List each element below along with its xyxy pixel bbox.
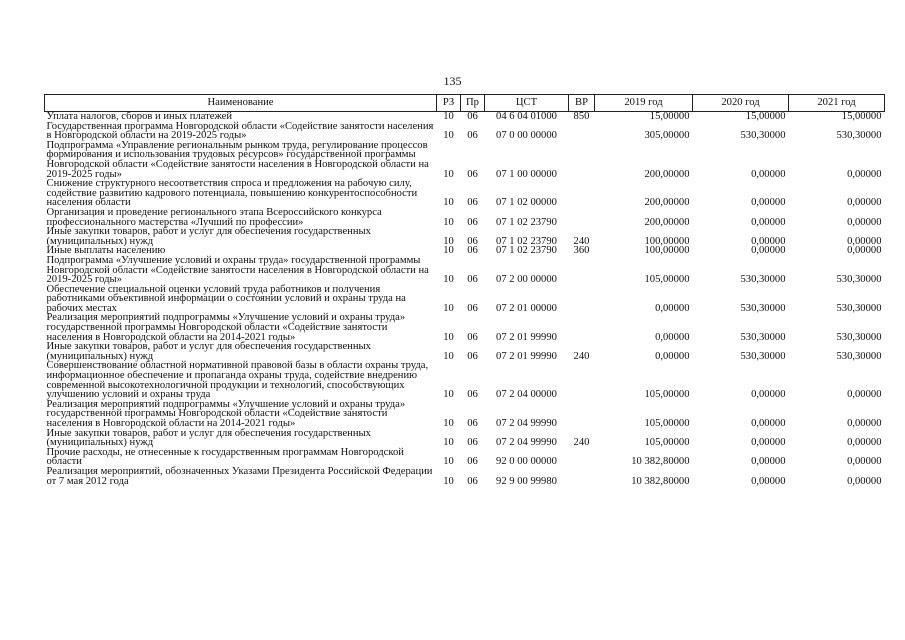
cell-2019: 0,00000 [655,350,690,362]
cell-rz: 10 [443,274,454,286]
column-header-pr: Пр [461,95,485,112]
cell-pr: 06 [467,475,478,487]
cell-name: Иные выплаты населению [46,245,166,257]
cell-cst: 07 1 00 00000 [496,168,557,180]
cell-2019: 200,00000 [644,216,690,228]
column-header-2021: 2021 год [789,95,885,112]
cell-cst: 07 2 04 00000 [496,389,557,401]
page-number: 135 [443,74,462,88]
cell-2020: 0,00000 [751,245,786,257]
cell-rz: 10 [443,235,454,247]
cell-pr: 06 [467,418,478,429]
cell-rz: 10 [443,418,454,429]
cell-2021: 530,30000 [836,331,882,343]
cell-name: Реализация мероприятий подпрограммы «Улучшение условий и охраны труда» государственной программы Новгородской области «Содействие занятости населения в Новгородской области на 2014-2021 годы» [46,398,406,429]
cell-pr: 06 [467,456,478,468]
table-row [45,227,885,246]
cell-pr: 06 [467,245,478,257]
cell-2019: 100,00000 [644,245,690,257]
cell-2019: 0,00000 [655,331,690,343]
cell-rz: 10 [443,216,454,228]
cell-2019: 105,00000 [644,418,690,429]
column-header-vr: ВР [569,95,595,112]
cell-rz: 10 [443,389,454,401]
column-header-rz: РЗ [437,95,461,112]
cell-cst: 92 9 00 99980 [496,475,557,487]
cell-cst: 07 2 01 00000 [496,302,557,314]
table-row [45,448,885,467]
cell-cst: 07 2 00 00000 [496,274,557,286]
cell-vr [569,467,595,486]
cell-name: Прочие расходы, не отнесенные к государственным программам Новгородской области [46,446,404,468]
cell-rz: 10 [443,197,454,209]
cell-name: Иные закупки товаров, работ и услуг для обеспечения государственных (муниципальных) нужд [46,427,371,449]
cell-pr: 06 [467,389,478,401]
cell-rz: 10 [443,168,454,180]
cell-vr [569,141,595,179]
cell-pr: 06 [467,331,478,343]
column-header-2019: 2019 год [595,95,693,112]
cell-name: Подпрограмма «Улучшение условий и охраны труда» государственной программы Новгородской области «Содействие занятости населения в Новгородской области на 2019-2025 годы» [46,254,429,286]
cell-2019: 100,00000 [644,235,690,247]
cell-name: Подпрограмма «Управление региональным рынком труда, регулирование процессов формирования и использования трудовых ресурсов» государственной программы Новгородской области «Содействие занятости населения в Новгородской области на 2019-2025 годы» [46,139,429,180]
cell-name: Совершенствование областной нормативной правовой базы в области охраны труда, информационное обеспечение и пропаганда охраны труда, содействие внедрению современной высокотехнологичной продукции и технологий, способствующих улучшению условий и охраны труда [46,360,429,401]
cell-pr: 06 [467,235,478,247]
cell-2021: 0,00000 [847,245,882,257]
cell-2019: 305,00000 [644,130,690,142]
cell-2019: 105,00000 [644,389,690,401]
table-row [45,141,885,179]
cell-vr [569,122,595,141]
cell-2020: 530,30000 [740,331,786,343]
cell-rz: 10 [443,350,454,362]
column-header-2020: 2020 год [693,95,789,112]
cell-name: Обеспечение специальной оценки условий труда работников и получения работниками объективной информации о состоянии условий и охраны труда на рабочих местах [46,283,406,314]
table-row [45,313,885,342]
cell-vr: 240 [573,437,590,449]
cell-pr: 06 [467,274,478,286]
cell-2019: 200,00000 [644,168,690,180]
cell-rz: 10 [443,456,454,468]
cell-2021: 0,00000 [847,418,882,429]
cell-pr: 06 [467,437,478,449]
cell-cst: 07 2 04 99990 [496,437,557,449]
cell-vr [569,285,595,314]
cell-rz: 10 [443,302,454,314]
table-row [45,429,885,448]
cell-2021: 0,00000 [847,197,882,209]
cell-2021: 530,30000 [836,350,882,362]
cell-pr: 06 [467,302,478,314]
cell-name: Организация и проведение регионального этапа Всероссийского конкурса профессионального мастерства «Лучший по профессии» [46,206,382,228]
budget-table [44,94,885,486]
cell-rz: 10 [443,437,454,449]
cell-vr: 240 [573,350,590,362]
cell-pr: 06 [467,197,478,209]
cell-name: Уплата налогов, сборов и иных платежей [46,111,233,122]
cell-cst: 07 1 02 23790 [496,235,557,247]
cell-2020: 0,00000 [751,437,786,449]
table-row [45,400,885,429]
cell-vr [569,448,595,467]
cell-vr: 850 [573,111,590,122]
column-header-cst: ЦСТ [485,95,569,112]
cell-rz: 10 [443,130,454,142]
cell-2021: 0,00000 [847,437,882,449]
table-row [45,256,885,285]
cell-vr [569,313,595,342]
cell-rz: 10 [443,331,454,343]
cell-2020: 530,30000 [740,350,786,362]
cell-2021: 15,00000 [841,111,882,122]
cell-2021: 0,00000 [847,475,882,487]
cell-2019: 0,00000 [655,302,690,314]
cell-2020: 0,00000 [751,389,786,401]
cell-2021: 0,00000 [847,216,882,228]
cell-2020: 0,00000 [751,456,786,468]
cell-cst: 07 1 02 23790 [496,245,557,257]
cell-2021: 0,00000 [847,456,882,468]
cell-2020: 0,00000 [751,216,786,228]
cell-cst: 07 2 04 99990 [496,418,557,429]
cell-2020: 0,00000 [751,197,786,209]
cell-2019: 200,00000 [644,197,690,209]
cell-2020: 530,30000 [740,130,786,142]
cell-vr [569,208,595,227]
cell-rz: 10 [443,111,454,122]
cell-2019: 10 382,80000 [631,475,690,487]
cell-cst: 04 6 04 01000 [496,111,557,122]
cell-vr [569,179,595,208]
cell-cst: 07 1 02 00000 [496,197,557,209]
cell-cst: 07 0 00 00000 [496,130,557,142]
cell-name: Снижение структурного несоответствия спроса и предложения на рабочую силу, содействие развитию кадрового потенциала, повышению конкурентоспособности населения области [46,178,418,209]
cell-vr [569,361,595,399]
cell-cst: 07 1 02 23790 [496,216,557,228]
cell-name: Реализация мероприятий, обозначенных Указами Президента Российской Федерации от 7 мая 2012 года [46,465,433,487]
cell-2021: 0,00000 [847,389,882,401]
cell-pr: 06 [467,168,478,180]
cell-2019: 105,00000 [644,437,690,449]
cell-vr: 240 [573,235,590,247]
cell-cst: 92 0 00 00000 [496,456,557,468]
cell-pr: 06 [467,216,478,228]
table-row [45,342,885,361]
cell-pr: 06 [467,111,478,122]
cell-2021: 530,30000 [836,302,882,314]
cell-2020: 530,30000 [740,274,786,286]
cell-2020: 0,00000 [751,168,786,180]
cell-rz: 10 [443,245,454,257]
cell-cst: 07 2 01 99990 [496,350,557,362]
cell-2021: 530,30000 [836,274,882,286]
table-row [45,467,885,486]
cell-pr: 06 [467,350,478,362]
cell-name: Иные закупки товаров, работ и услуг для обеспечения государственных (муниципальных) нужд [46,341,371,362]
cell-2021: 0,00000 [847,168,882,180]
table-row [45,361,885,399]
cell-2019: 15,00000 [649,111,690,122]
cell-rz: 10 [443,475,454,487]
cell-2020: 0,00000 [751,418,786,429]
cell-2020: 15,00000 [745,111,786,122]
cell-name: Государственная программа Новгородской области «Содействие занятости населения в Новгородской области на 2019-2025 годы» [46,120,434,142]
cell-2019: 105,00000 [644,274,690,286]
cell-2020: 530,30000 [740,302,786,314]
cell-vr [569,256,595,285]
cell-2020: 0,00000 [751,235,786,247]
cell-name: Иные закупки товаров, работ и услуг для обеспечения государственных (муниципальных) нужд [46,226,371,247]
cell-2021: 530,30000 [836,130,882,142]
cell-pr: 06 [467,130,478,142]
cell-2020: 0,00000 [751,475,786,487]
table-row [45,208,885,227]
cell-vr: 360 [573,245,590,257]
table-row [45,285,885,314]
cell-2019: 10 382,80000 [631,456,690,468]
cell-cst: 07 2 01 99990 [496,331,557,343]
table-header-row [45,95,885,112]
cell-name: Реализация мероприятий подпрограммы «Улучшение условий и охраны труда» государственной программы Новгородской области «Содействие занятости населения в Новгородской области на 2014-2021 годы» [46,312,406,343]
cell-2021: 0,00000 [847,235,882,247]
cell-vr [569,400,595,429]
table-row [45,122,885,141]
table-row [45,179,885,208]
column-header-name: Наименование [45,95,437,112]
